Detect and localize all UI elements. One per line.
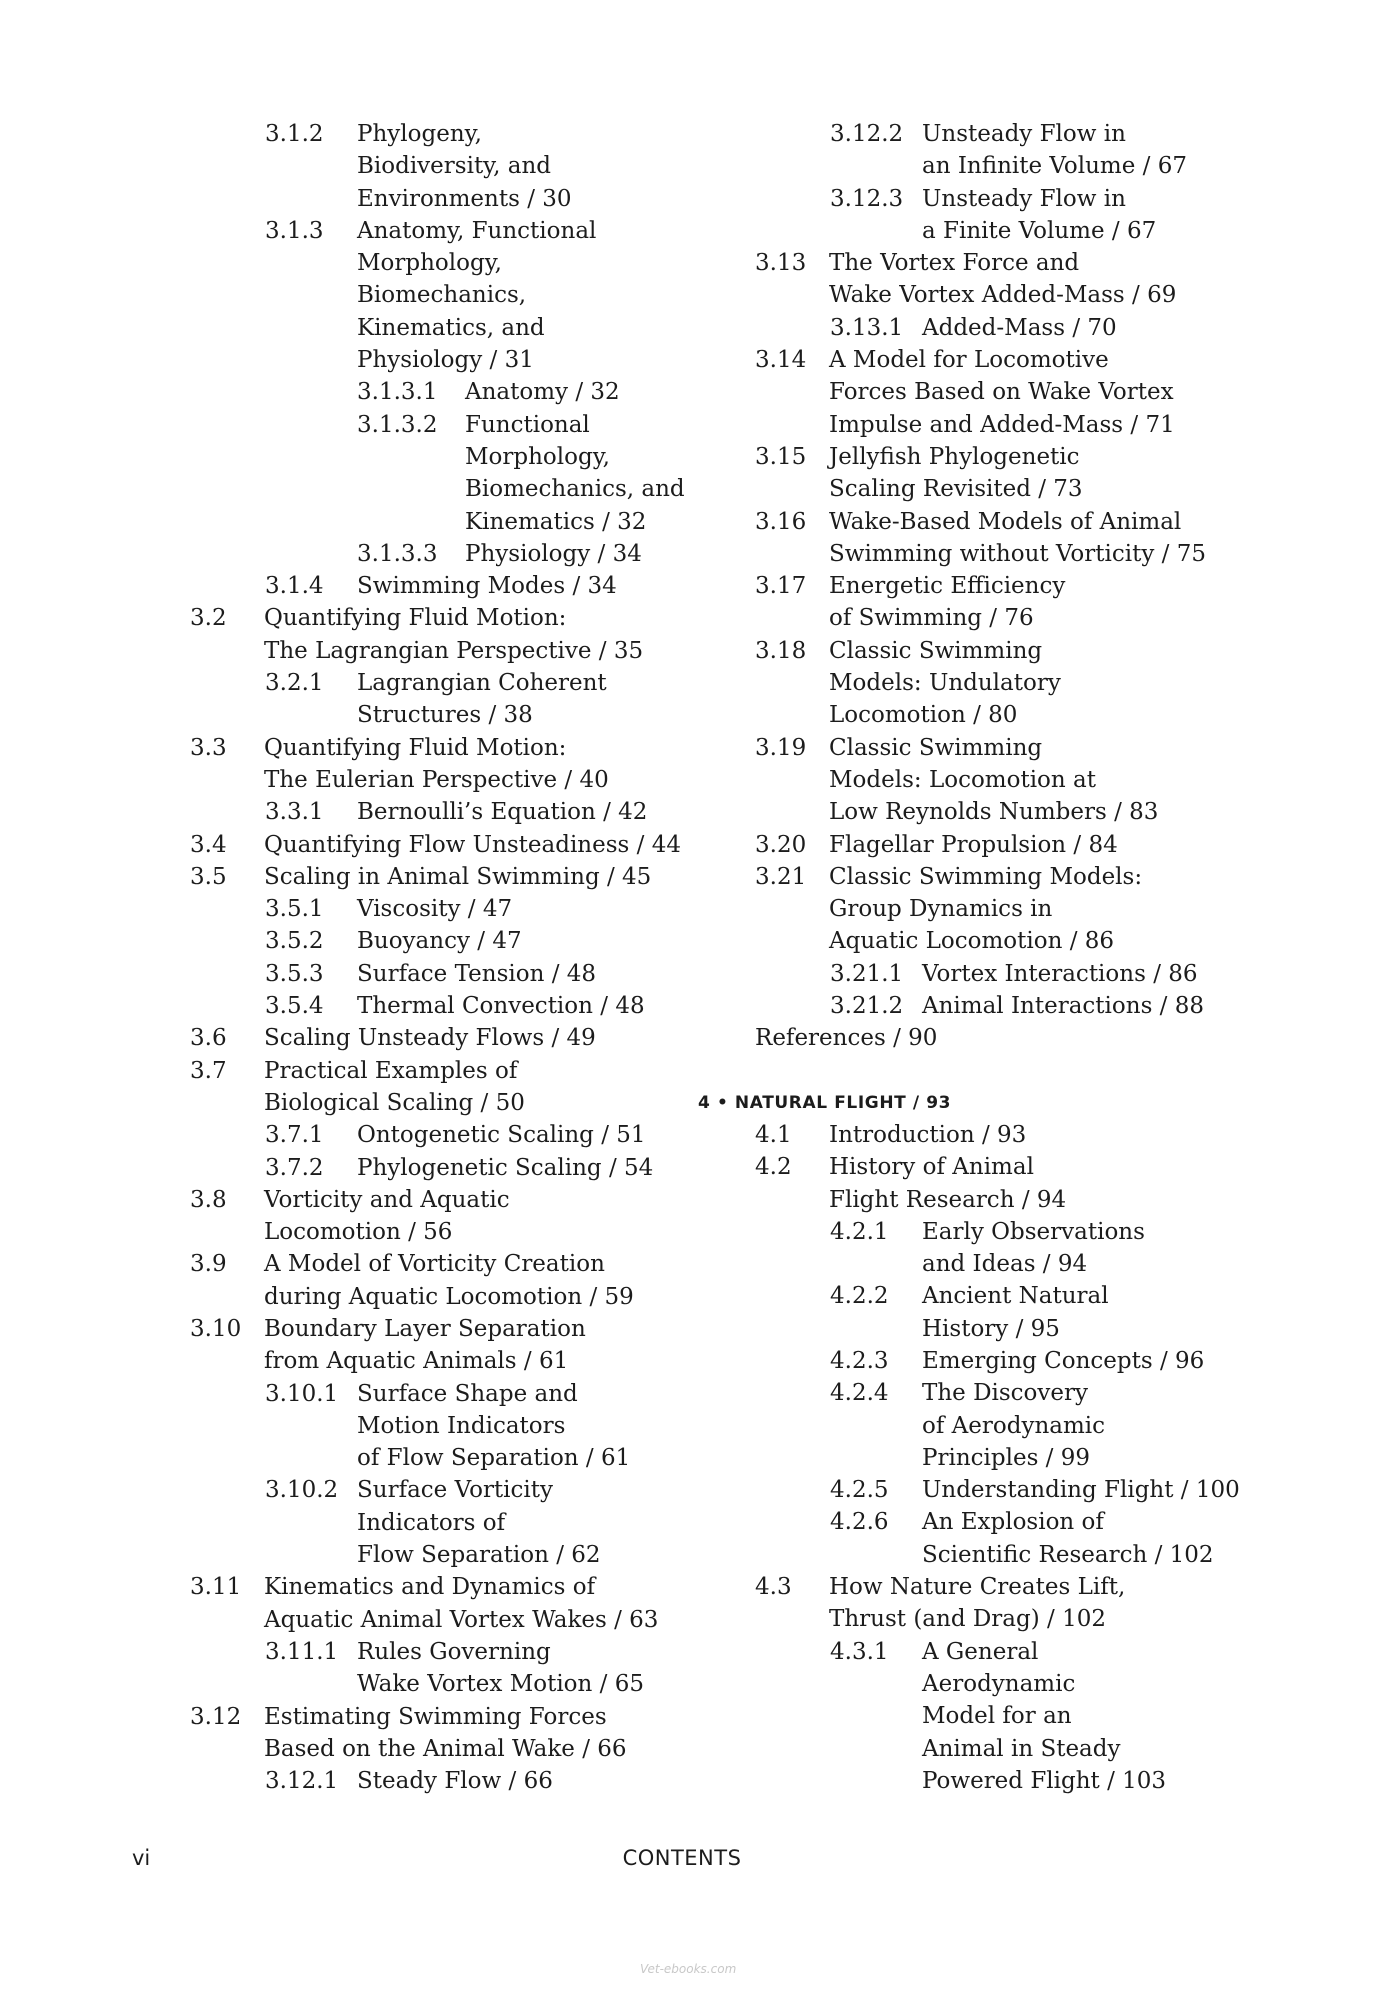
toc-entry: [190, 861, 710, 893]
toc-entry-number: 3.19: [755, 734, 807, 761]
toc-entry-title: Vorticity and Aquatic Locomotion / 56: [264, 1186, 510, 1246]
page-folio: vi: [132, 1846, 151, 1870]
toc-entry-number: 3.7.1: [265, 1122, 324, 1149]
toc-entry-number: 3.5: [190, 863, 227, 890]
toc-entry-number: 3.1.3: [265, 217, 324, 244]
toc-entry-title: Rules Governing Wake Vortex Motion / 65: [357, 1638, 644, 1698]
toc-entry: [190, 538, 710, 570]
toc-entry: [190, 1571, 710, 1636]
toc-entry-number: 3.21: [755, 863, 807, 890]
toc-entry-number: 3.18: [755, 637, 807, 664]
toc-entry-title: Estimating Swimming Forces Based on the Animal Wake / 66: [264, 1703, 627, 1762]
toc-entry-title: Bernoulli’s Equation / 42: [357, 799, 648, 826]
toc-entry-title: Scaling in Animal Swimming / 45: [264, 863, 652, 890]
toc-entry-title: Surface Shape and Motion Indicators of Flow Separation / 61: [357, 1380, 631, 1472]
toc-entry-title: Jellyfish Phylogenetic Scaling Revisited / 73: [829, 443, 1083, 503]
chapter-heading: 4 • NATURAL FLIGHT / 93: [698, 1092, 952, 1113]
toc-entry-number: 3.3: [190, 734, 227, 761]
toc-entry-title: Boundary Layer Separation from Aquatic Animals / 61: [264, 1315, 586, 1375]
toc-entry: [190, 829, 710, 861]
toc-entry: [755, 732, 1315, 829]
toc-entry-number: 3.1.3.1: [357, 379, 438, 406]
toc-entry-title: History of Animal Flight Research / 94: [829, 1154, 1067, 1213]
toc-entry-title: Anatomy, Functional Morphology, Biomechanics, Kinematics, and Physiology / 31: [357, 217, 597, 374]
toc-entry: [190, 1378, 710, 1475]
toc-entry-number: 3.1.2: [265, 121, 324, 147]
toc-entry: [190, 1765, 710, 1797]
toc-entry-number: 3.12.1: [265, 1768, 339, 1795]
toc-entry-number: 3.11: [190, 1574, 242, 1601]
toc-entry-title: Physiology / 34: [465, 540, 642, 567]
toc-entry-title: Kinematics and Dynamics of Aquatic Animal Vortex Wakes / 63: [264, 1574, 659, 1633]
toc-entry-number: 3.2: [190, 605, 227, 632]
toc-entry-title: A Model for Locomotive Forces Based on Wake Vortex Impulse and Added-Mass / 71: [829, 347, 1175, 438]
toc-entry-number: 4.2: [755, 1154, 792, 1181]
toc-entry-title: Swimming Modes / 34: [357, 573, 617, 600]
toc-entry: [190, 1152, 710, 1184]
toc-entry: [190, 570, 710, 602]
toc-entry: [190, 990, 710, 1022]
toc-entry-title: Energetic Efficiency of Swimming / 76: [829, 573, 1066, 632]
toc-entry: [755, 183, 1315, 248]
toc-entry: [755, 958, 1315, 990]
toc-entry: [190, 376, 710, 408]
toc-entry-number: 3.1.4: [265, 573, 324, 600]
toc-entry: [755, 118, 1315, 183]
toc-entry-title: Classic Swimming Models: Group Dynamics in Aquatic Locomotion / 86: [829, 863, 1143, 955]
toc-entry-title: How Nature Creates Lift, Thrust (and Drag) / 102: [829, 1574, 1126, 1633]
toc-entry-title: Ancient Natural History / 95: [922, 1283, 1109, 1342]
toc-entry-title: Animal Interactions / 88: [922, 993, 1205, 1020]
toc-entry: [755, 1280, 1315, 1345]
toc-entry-number: 3.21.2: [830, 993, 904, 1020]
toc-entry-number: 3.3.1: [265, 799, 324, 826]
toc-right-column: [698, 118, 1315, 1797]
toc-entry-number: 3.10.2: [265, 1477, 339, 1504]
toc-entry-title: Ontogenetic Scaling / 51: [357, 1122, 646, 1149]
toc-entry-title: Quantifying Fluid Motion: The Eulerian Perspective / 40: [264, 734, 609, 793]
toc-entry-number: 3.21.1: [830, 960, 904, 987]
toc-entry: [755, 570, 1315, 635]
toc-entry: [190, 215, 710, 376]
toc-entry: [190, 1055, 710, 1120]
toc-entry: [190, 1474, 710, 1571]
toc-entry: [190, 893, 710, 925]
toc-entry-number: 3.8: [190, 1186, 227, 1213]
toc-entry-number: 4.2.6: [830, 1509, 889, 1536]
toc-entry-title: Emerging Concepts / 96: [922, 1347, 1205, 1374]
toc-entry-number: 3.5.4: [265, 993, 324, 1020]
toc-entry: [190, 925, 710, 957]
toc-entry: [755, 1636, 1315, 1797]
toc-entry-title: An Explosion of Scientific Research / 102: [922, 1509, 1214, 1568]
toc-entry-number: 3.16: [755, 508, 807, 535]
toc-entry-title: Wake-Based Models of Animal Swimming without Vorticity / 75: [829, 508, 1206, 567]
toc-entry-title: Scaling Unsteady Flows / 49: [264, 1025, 596, 1052]
toc-entry-title: Phylogenetic Scaling / 54: [357, 1154, 654, 1181]
toc-entry: [755, 1345, 1315, 1377]
running-head: CONTENTS: [622, 1846, 742, 1870]
toc-entry-number: 4.2.3: [830, 1347, 889, 1374]
toc-entry-title: Unsteady Flow in an Infinite Volume / 67: [922, 121, 1187, 180]
toc-entry: [755, 247, 1315, 312]
toc-entry-number: 3.13.1: [830, 314, 904, 341]
toc-entry-number: 4.1: [755, 1121, 792, 1148]
toc-entry: [755, 441, 1315, 506]
toc-entry-title: Buoyancy / 47: [357, 928, 522, 955]
toc-entry-title: Vortex Interactions / 86: [922, 960, 1198, 987]
toc-entry-title: Phylogeny, Biodiversity, and Environments / 30: [357, 121, 572, 212]
toc-entry-title: A Model of Vorticity Creation during Aquatic Locomotion / 59: [264, 1251, 634, 1310]
toc-entry-title: The Vortex Force and Wake Vortex Added-Mass / 69: [829, 250, 1177, 309]
toc-entry-number: 3.4: [190, 831, 227, 858]
toc-entry-title: Lagrangian Coherent Structures / 38: [357, 670, 607, 729]
toc-entry: [755, 1151, 1315, 1216]
toc-entry-title: A General Aerodynamic Model for an Animal in Steady Powered Flight / 103: [922, 1638, 1167, 1794]
toc-entry: [190, 958, 710, 990]
toc-entry-number: 3.1.3.3: [357, 540, 438, 567]
toc-entry-title: Early Observations and Ideas / 94: [922, 1218, 1145, 1278]
toc-entry: [190, 1636, 710, 1701]
toc-entry-title: Unsteady Flow in a Finite Volume / 67: [922, 185, 1157, 244]
toc-entry-number: 3.9: [190, 1251, 227, 1278]
toc-entry: [755, 1506, 1315, 1571]
toc-entry-title: Steady Flow / 66: [357, 1768, 553, 1795]
toc-entry-number: 4.2.4: [830, 1380, 889, 1407]
toc-entry-number: 3.5.1: [265, 896, 324, 923]
toc-left-column: [190, 118, 710, 1797]
toc-entry: [755, 829, 1315, 861]
toc-entry: [190, 796, 710, 828]
toc-entry-number: 3.10: [190, 1315, 242, 1342]
toc-entry-title: Quantifying Flow Unsteadiness / 44: [264, 831, 681, 858]
toc-entry: [755, 1216, 1315, 1281]
toc-entry: [755, 1474, 1315, 1506]
toc-entry-number: 3.5.2: [265, 928, 324, 955]
toc-entry: [190, 1701, 710, 1766]
toc-entry-title: Viscosity / 47: [357, 896, 513, 923]
toc-entry: [755, 1377, 1315, 1474]
toc-entry: [190, 732, 710, 797]
toc-entry-title: Practical Examples of Biological Scaling / 50: [264, 1057, 525, 1116]
toc-entry-number: 3.17: [755, 573, 807, 600]
toc-entry-number: 4.2.5: [830, 1477, 889, 1504]
toc-entry: [190, 118, 710, 215]
toc-entry-title: Understanding Flight / 100: [922, 1477, 1240, 1504]
toc-entry: [755, 990, 1315, 1022]
toc-entry: [755, 344, 1315, 441]
toc-entry-number: 4.3: [755, 1574, 792, 1601]
toc-entry: [190, 1022, 710, 1054]
toc-entry-title: Flagellar Propulsion / 84: [829, 831, 1118, 858]
toc-entry: [190, 1248, 710, 1313]
toc-entry-number: 3.15: [755, 443, 807, 470]
toc-entry-number: 3.12: [190, 1703, 242, 1730]
toc-entry-title: Classic Swimming Models: Locomotion at Low Reynolds Numbers / 83: [829, 734, 1159, 826]
toc-entry: [755, 861, 1315, 958]
toc-entry-title: Functional Morphology, Biomechanics, and Kinematics / 32: [465, 411, 685, 535]
toc-entry-number: 3.2.1: [265, 670, 324, 697]
toc-entry: [755, 1571, 1315, 1636]
toc-entry: [755, 1022, 1315, 1054]
toc-entry: [190, 667, 710, 732]
toc-entry: [190, 602, 710, 667]
watermark-text: Vet-ebooks.com: [640, 1962, 737, 1976]
toc-entry-number: 3.20: [755, 831, 807, 858]
toc-entry-number: 4.2.2: [830, 1283, 889, 1310]
toc-entry: [190, 1313, 710, 1378]
toc-entry-title: Quantifying Fluid Motion: The Lagrangian Perspective / 35: [264, 605, 644, 664]
toc-entry: [190, 409, 710, 538]
toc-entry-title: Added-Mass / 70: [922, 314, 1117, 341]
toc-entry-title: Anatomy / 32: [465, 379, 620, 406]
toc-entry-number: 3.12.3: [830, 185, 904, 212]
toc-entry-title: Introduction / 93: [829, 1121, 1027, 1148]
toc-entry-number: 3.11.1: [265, 1638, 339, 1665]
toc-entry: [755, 506, 1315, 571]
toc-entry: [190, 1184, 710, 1249]
toc-entry-number: 4.2.1: [830, 1218, 889, 1245]
toc-entry-title: Classic Swimming Models: Undulatory Locomotion / 80: [829, 637, 1061, 729]
toc-entry-title: Thermal Convection / 48: [357, 993, 645, 1020]
toc-entry-number: 3.12.2: [830, 121, 904, 147]
toc-entry-title: Surface Tension / 48: [357, 960, 597, 987]
toc-entry-number: 3.13: [755, 250, 807, 277]
toc-entry-title: The Discovery of Aerodynamic Principles / 99: [922, 1380, 1106, 1471]
toc-entry-number: 3.7: [190, 1057, 227, 1084]
toc-entry-number: 3.1.3.2: [357, 411, 438, 438]
toc-entry-title: Surface Vorticity Indicators of Flow Separation / 62: [357, 1477, 601, 1569]
toc-entry: [190, 1119, 710, 1151]
toc-entry-number: 3.7.2: [265, 1154, 324, 1181]
toc-entry-number: 3.10.1: [265, 1380, 339, 1407]
toc-entry: [755, 635, 1315, 732]
toc-entry-title: References / 90: [755, 1025, 938, 1052]
toc-entry: [755, 312, 1315, 344]
toc-entry: [755, 1119, 1315, 1151]
toc-entry-number: 3.14: [755, 347, 807, 374]
toc-entry-number: 3.6: [190, 1025, 227, 1052]
toc-entry-number: 4.3.1: [830, 1638, 889, 1665]
toc-entry-number: 3.5.3: [265, 960, 324, 987]
